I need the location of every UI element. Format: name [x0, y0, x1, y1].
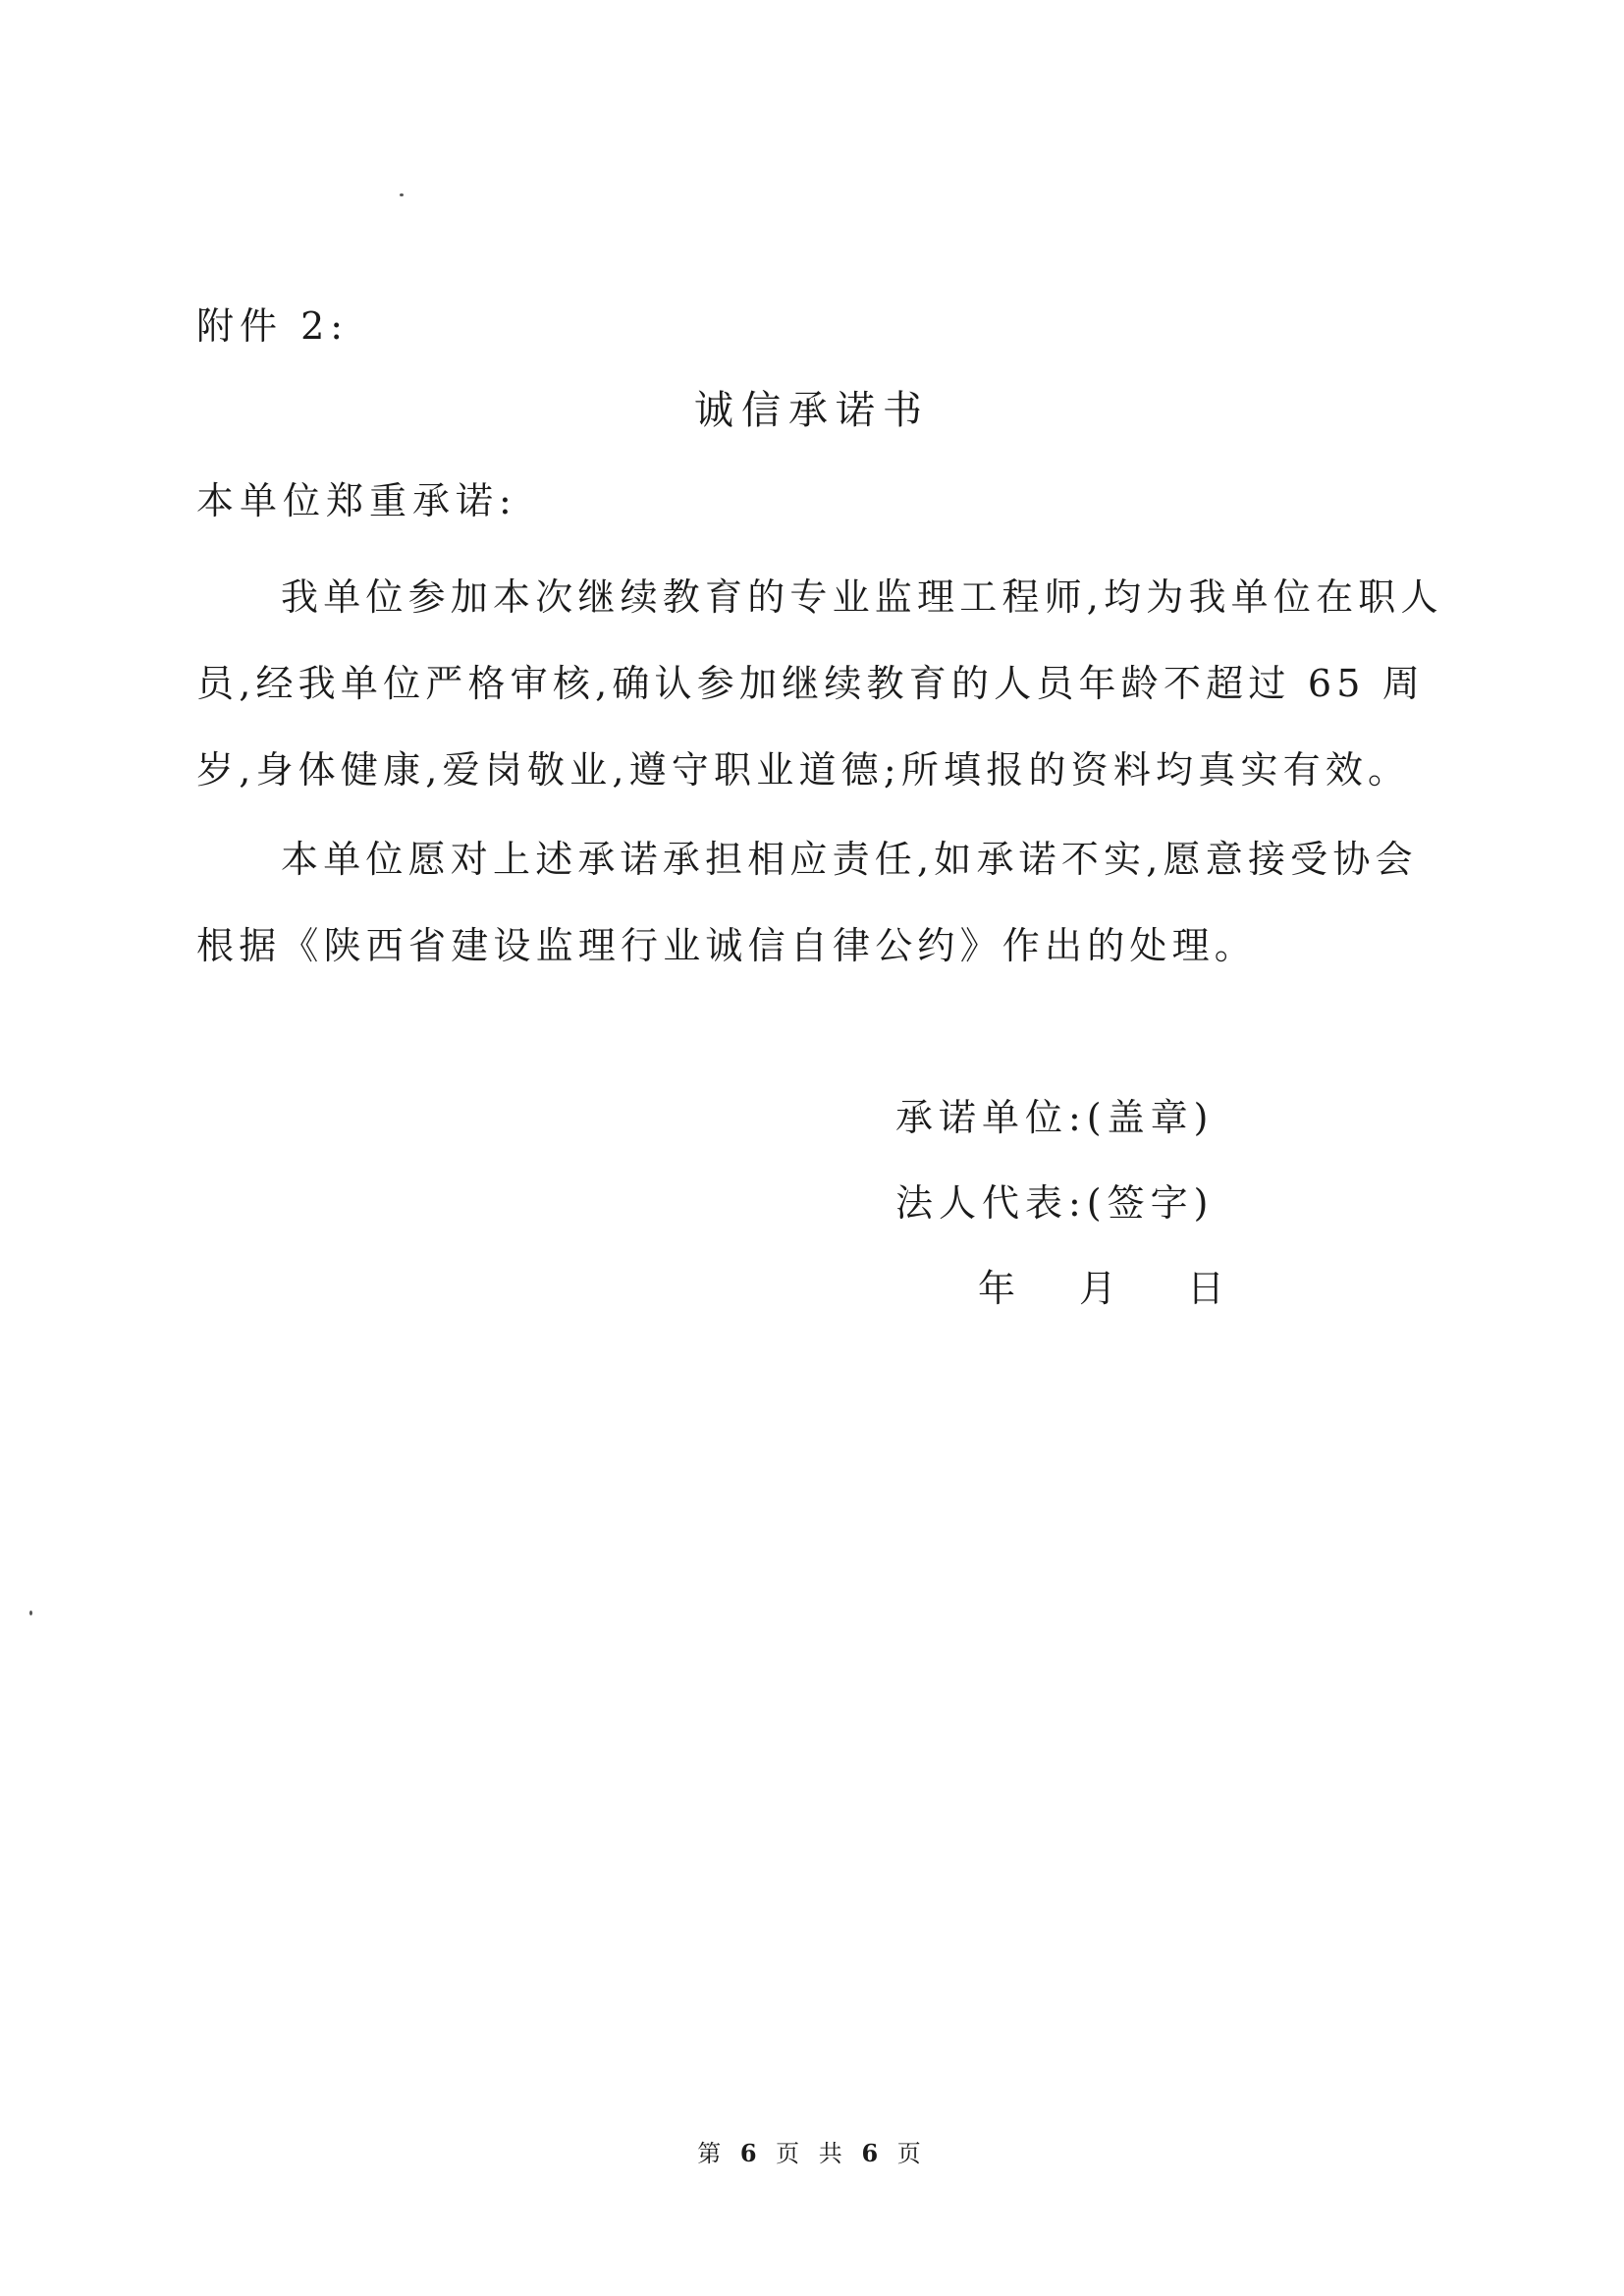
footer-middle: 页 共	[776, 2140, 848, 2167]
date-day: 日	[1187, 1267, 1225, 1310]
date-year: 年	[978, 1267, 1016, 1310]
scan-speck	[400, 193, 404, 196]
footer-prefix: 第	[697, 2140, 728, 2167]
date-month: 月	[1079, 1267, 1117, 1310]
attachment-label: 附件 2:	[196, 304, 350, 348]
footer-suffix: 页	[896, 2140, 927, 2167]
page-number-footer	[0, 2134, 1624, 2168]
footer-total-pages: 6	[861, 2139, 885, 2167]
salutation: 本单位郑重承诺:	[196, 479, 517, 522]
paragraph-1-line-1: 我单位参加本次继续教育的专业监理工程师,均为我单位在职人	[281, 575, 1443, 619]
signature-legal-representative: 法人代表:(签字)	[895, 1181, 1215, 1225]
scan-speck	[29, 1611, 32, 1615]
paragraph-2-line-1: 本单位愿对上述承诺承担相应责任,如承诺不实,愿意接受协会	[281, 838, 1418, 881]
footer-current-page: 6	[739, 2139, 763, 2167]
paragraph-1-line-3: 岁,身体健康,爱岗敬业,遵守职业道德;所填报的资料均真实有效。	[196, 748, 1411, 792]
paragraph-1-line-2: 员,经我单位严格审核,确认参加继续教育的人员年龄不超过 65 周	[196, 662, 1426, 705]
paragraph-2-line-2: 根据《陕西省建设监理行业诚信自律公约》作出的处理。	[196, 924, 1258, 967]
document-title: 诚信承诺书	[694, 388, 930, 433]
signature-unit-seal: 承诺单位:(盖章)	[895, 1096, 1215, 1139]
